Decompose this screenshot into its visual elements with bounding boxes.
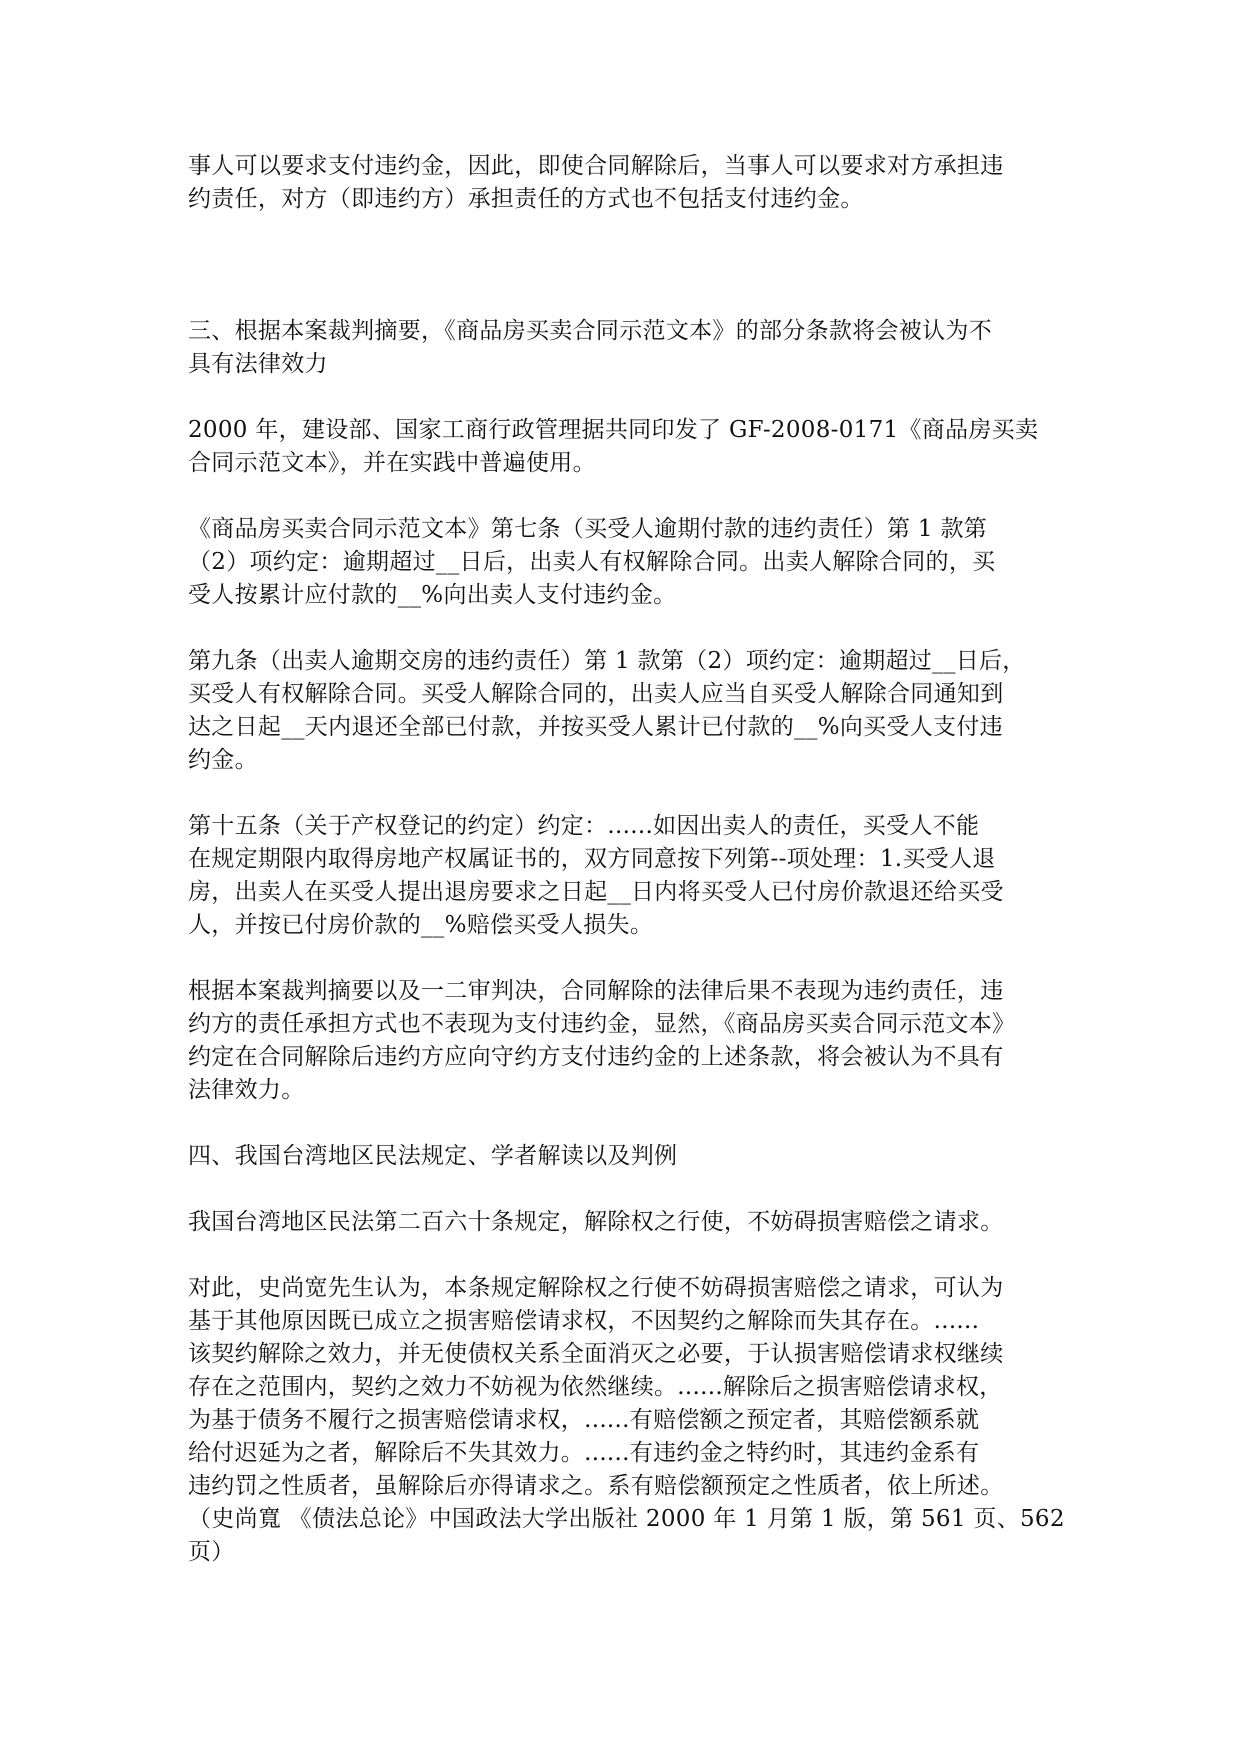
paragraph-article-9: 第九条（出卖人逾期交房的违约责任）第 1 款第（2）项约定：逾期超过__日后， 买受人有权解除合同。买受人解除合同的，出卖人应当自买受人解除合同通知到 达之日起__天内退还全部已付款，并按买受人累计已付款的__%向买受人支付违 约金。	[188, 648, 1026, 773]
section-heading-3: 三、根据本案裁判摘要，《商品房买卖合同示范文本》的部分条款将会被认为不 具有法律效力	[188, 318, 992, 377]
paragraph-taiwan-civil-law: 我国台湾地区民法第二百六十条规定，解除权之行使，不妨碍损害赔偿之请求。	[188, 1209, 1004, 1235]
section-heading-4: 四、我国台湾地区民法规定、学者解读以及判例	[188, 1143, 678, 1169]
section-spacer	[188, 249, 1068, 315]
paragraph-template-issued: 2000 年，建设部、国家工商行政管理据共同印发了 GF-2008-0171《商品房买卖 合同示范文本》，并在实践中普遍使用。	[188, 417, 1039, 476]
paragraph-continuation: 事人可以要求支付违约金，因此，即使合同解除后，当事人可以要求对方承担违 约责任，对方（即违约方）承担责任的方式也不包括支付违约金。	[188, 153, 1004, 212]
paragraph-article-7: 《商品房买卖合同示范文本》第七条（买受人逾期付款的违约责任）第 1 款第 （2）项约定：逾期超过__日后，出卖人有权解除合同。出卖人解除合同的，买 受人按累计应付款的__%向出卖人支付违约金。	[188, 516, 996, 608]
paragraph-article-15: 第十五条（关于产权登记的约定）约定：......如因出卖人的责任，买受人不能 在规定期限内取得房地产权属证书的，双方同意按下列第--项处理：1.买受人退 房，出卖人在买受人提出退房要求之日起__日内将买受人已付房价款退还给买受 人，并按已付房价款的__%赔偿买受人损失。	[188, 813, 1004, 938]
document-body	[188, 150, 1068, 1602]
paragraph-scholar-commentary: 对此，史尚宽先生认为，本条规定解除权之行使不妨碍损害赔偿之请求，可认为 基于其他原因既已成立之损害赔偿请求权，不因契约之解除而失其存在。...... 该契约解除之效力，并无使债权关系全面消灭之必要，于认损害赔偿请求权继续 存在之范围内，契约之效力不妨视为依然继续。......解除后之损害赔偿请求权， 为基于债务不履行之损害赔偿请求权，......有赔偿额之预定者，其赔偿额系就 给付迟延为之者，解除后不失其效力。......有违约金之特约时，其违约金系有 违约罚之性质者，虽解除后亦得请求之。系有赔偿额预定之性质者，依上所述。 （史尚寬 《债法总论》中国政法大学出版社 2000 年 1 月第 1 版，第 561 页、562 页）	[188, 1275, 1065, 1565]
paragraph-conclusion: 根据本案裁判摘要以及一二审判决，合同解除的法律后果不表现为违约责任，违 约方的责任承担方式也不表现为支付违约金，显然，《商品房买卖合同示范文本》 约定在合同解除后违约方应向守约方支付违约金的上述条款，将会被认为不具有 法律效力。	[188, 978, 1016, 1103]
